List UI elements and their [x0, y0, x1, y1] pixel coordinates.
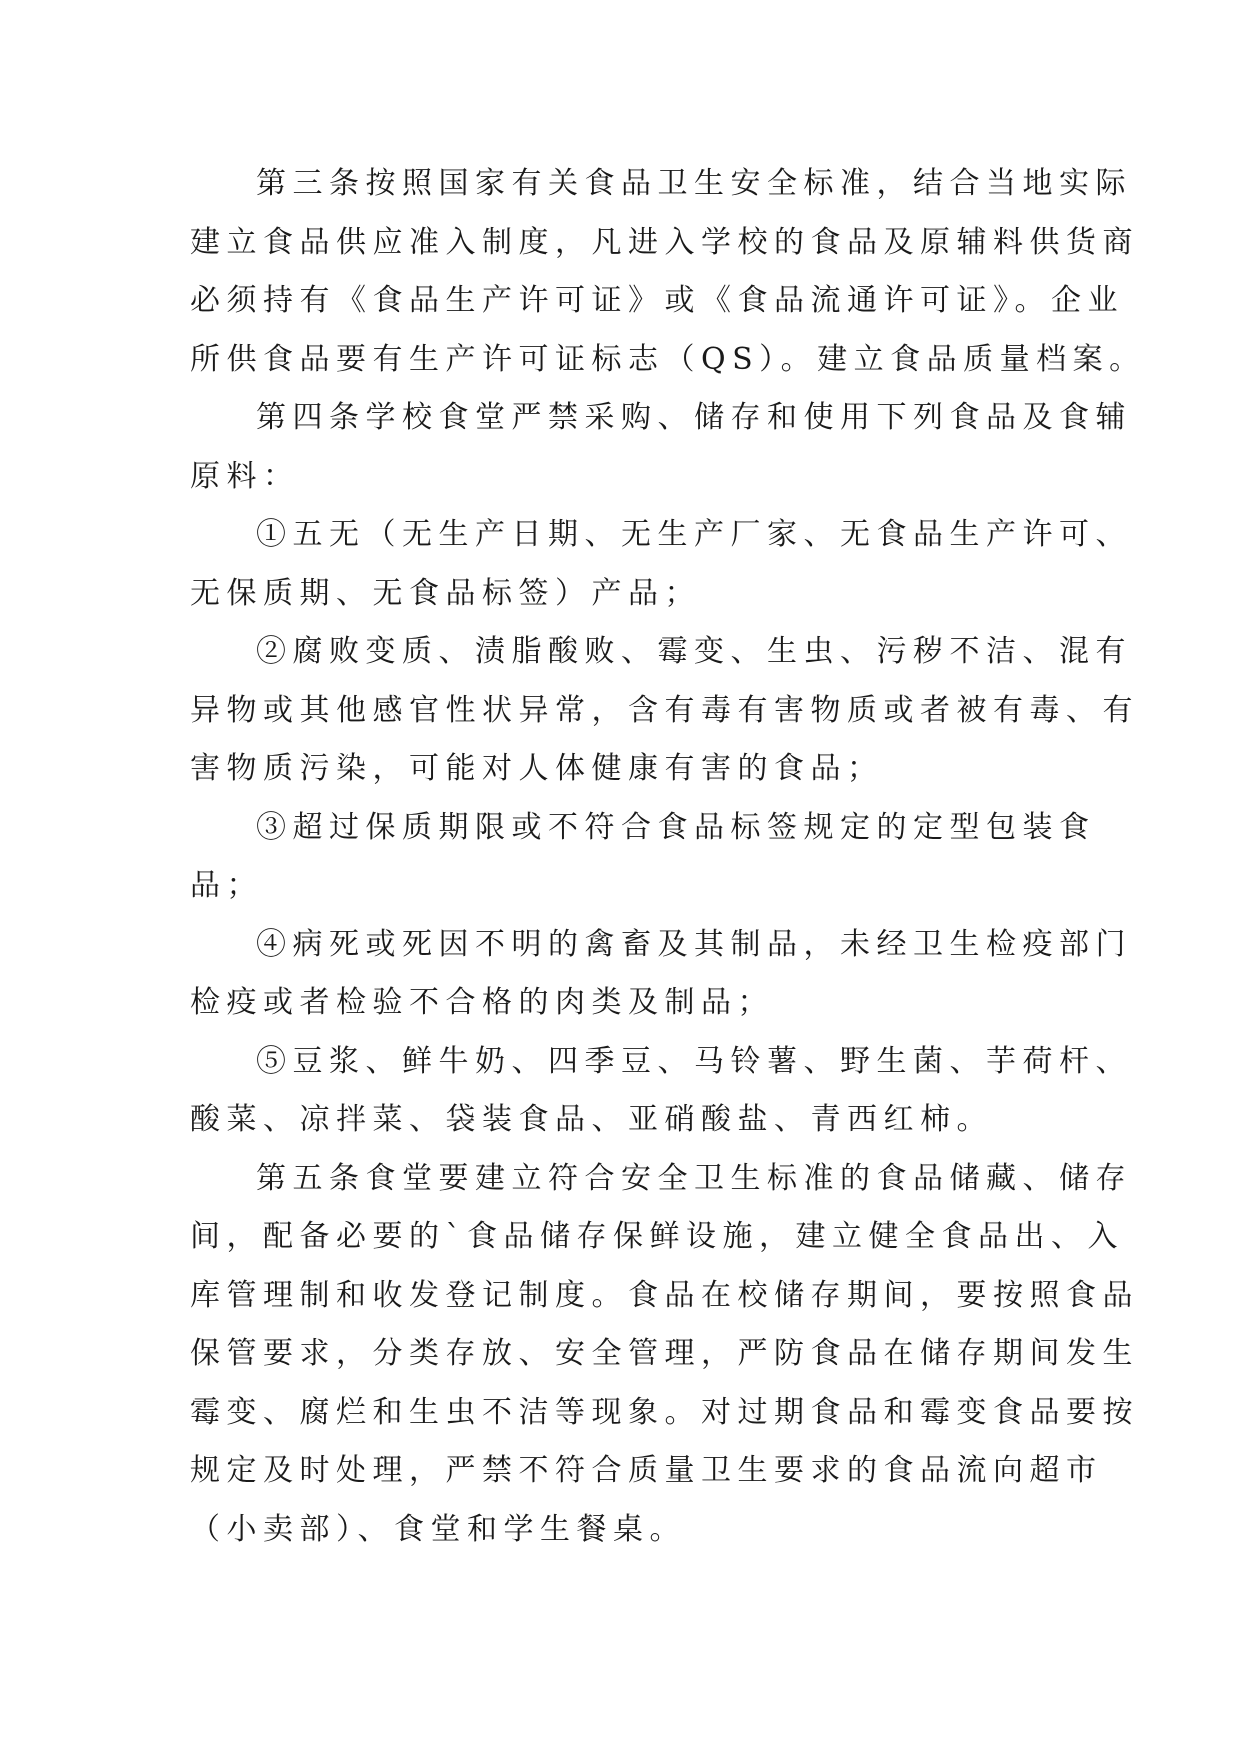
- text-line: 品；: [190, 868, 263, 903]
- text-line: 库管理制和收发登记制度。食品在校储存期间，要按照食品: [190, 1277, 1139, 1313]
- text-line: ③超过保质期限或不符合食品标签规定的定型包装食: [256, 809, 1096, 845]
- document-body: [190, 155, 1146, 1559]
- text-line: 规定及时处理，严禁不符合质量卫生要求的食品流向超市: [190, 1453, 1103, 1488]
- text-line: ④病死或死因不明的禽畜及其制品，未经卫生检疫部门: [256, 926, 1132, 962]
- text-line: 原料：: [190, 458, 300, 494]
- text-line: 必须持有《食品生产许可证》或《食品流通许可证》。企业: [190, 283, 1124, 318]
- text-line: 检疫或者检验不合格的肉类及制品；: [190, 985, 774, 1020]
- text-line: 所供食品要有生产许可证标志（QS）。建立食品质量档案。: [190, 341, 1146, 377]
- text-line: 第五条食堂要建立符合安全卫生标准的食品储藏、储存: [256, 1160, 1132, 1196]
- text-line: 第四条学校食堂严禁采购、储存和使用下列食品及食辅: [256, 400, 1132, 435]
- text-line: 异物或其他感官性状异常，含有毒有害物质或者被有毒、有: [190, 692, 1139, 728]
- text-line: 保管要求，分类存放、安全管理，严防食品在储存期间发生: [190, 1336, 1139, 1371]
- text-line: 第三条按照国家有关食品卫生安全标准，结合当地实际: [256, 166, 1132, 201]
- text-line: 间，配备必要的`食品储存保鲜设施，建立健全食品出、入: [190, 1219, 1124, 1254]
- text-line: 害物质污染，可能对人体健康有害的食品；: [190, 751, 884, 786]
- text-line: 建立食品供应准入制度，凡进入学校的食品及原辅料供货商: [190, 224, 1139, 260]
- text-line: ⑤豆浆、鲜牛奶、四季豆、马铃薯、野生菌、芋荷杆、: [256, 1043, 1132, 1079]
- text-line: （小卖部）、食堂和学生餐桌。: [190, 1511, 686, 1547]
- text-line: ①五无（无生产日期、无生产厂家、无食品生产许可、: [256, 517, 1132, 552]
- text-line: ②腐败变质、渍脂酸败、霉变、生虫、污秽不洁、混有: [256, 634, 1132, 669]
- text-line: 霉变、腐烂和生虫不洁等现象。对过期食品和霉变食品要按: [190, 1394, 1139, 1430]
- text-line: 酸菜、凉拌菜、袋装食品、亚硝酸盐、青西红柿。: [190, 1102, 993, 1137]
- text-line: 无保质期、无食品标签）产品；: [190, 575, 701, 611]
